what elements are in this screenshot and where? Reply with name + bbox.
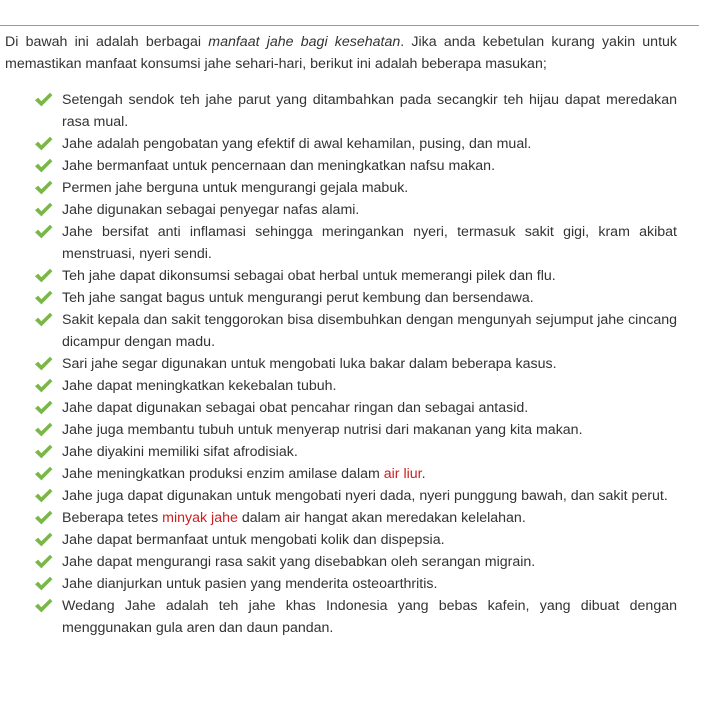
checkmark-icon (34, 224, 53, 239)
checkmark-icon (34, 158, 53, 173)
item-text: . (421, 466, 426, 482)
item-text: Permen jahe berguna untuk mengurangi gejala mabuk. (62, 180, 409, 196)
checkmark-icon (34, 356, 53, 371)
list-item (34, 397, 677, 419)
checkmark-icon (34, 180, 53, 195)
list-item (34, 485, 677, 507)
item-text: Jahe digunakan sebagai penyegar nafas alami. (62, 202, 360, 218)
list-item (34, 507, 677, 529)
inline-link[interactable]: air liur (383, 466, 422, 482)
list-item (34, 353, 677, 375)
item-text: Teh jahe sangat bagus untuk mengurangi perut kembung dan bersendawa. (62, 290, 534, 306)
item-text: Jahe bersifat anti inflamasi sehingga meringankan nyeri, termasuk sakit gigi, kram akibat menstruasi, nyeri sendi. (62, 224, 677, 262)
checkmark-icon (34, 378, 53, 393)
intro-text-end: . Jika anda kebetulan kurang yakin untuk memastikan manfaat konsumsi jahe sehari-hari, berikut ini adalah beberapa masukan; (5, 34, 677, 72)
list-item (34, 573, 677, 595)
list-item (34, 177, 677, 199)
list-item (34, 221, 677, 265)
checkmark-icon (34, 488, 53, 503)
inline-link[interactable]: minyak jahe (162, 510, 238, 526)
item-text: Beberapa tetes (62, 510, 163, 526)
checkmark-icon (34, 268, 53, 283)
list-item (34, 419, 677, 441)
checkmark-icon (34, 136, 53, 151)
intro-paragraph (5, 31, 677, 75)
checkmark-icon (34, 510, 53, 525)
list-item (34, 529, 677, 551)
list-item (34, 287, 677, 309)
item-text: dalam air hangat akan meredakan kelelahan. (237, 510, 526, 526)
item-text: Sari jahe segar digunakan untuk mengobati luka bakar dalam beberapa kasus. (62, 356, 557, 372)
intro-emphasis: manfaat jahe bagi kesehatan (208, 34, 401, 50)
intro-text-start: Di bawah ini adalah berbagai (5, 34, 209, 50)
item-text: Teh jahe dapat dikonsumsi sebagai obat herbal untuk memerangi pilek dan flu. (62, 268, 556, 284)
item-text: Setengah sendok teh jahe parut yang ditambahkan pada secangkir teh hijau dapat meredakan rasa mual. (62, 92, 677, 130)
checkmark-icon (34, 400, 53, 415)
top-divider (0, 25, 699, 26)
item-text: Jahe juga dapat digunakan untuk mengobati nyeri dada, nyeri punggung bawah, dan sakit perut. (62, 488, 668, 504)
list-item (34, 199, 677, 221)
list-item (34, 309, 677, 353)
checkmark-icon (34, 422, 53, 437)
checkmark-icon (34, 202, 53, 217)
item-text: Jahe dapat mengurangi rasa sakit yang disebabkan oleh serangan migrain. (62, 554, 536, 570)
list-item (34, 441, 677, 463)
checkmark-icon (34, 598, 53, 613)
checkmark-icon (34, 532, 53, 547)
list-item (34, 463, 677, 485)
checkmark-icon (34, 554, 53, 569)
checkmark-icon (34, 312, 53, 327)
list-item (34, 551, 677, 573)
list-item (34, 375, 677, 397)
item-text: Jahe diyakini memiliki sifat afrodisiak. (62, 444, 298, 460)
item-text: Sakit kepala dan sakit tenggorokan bisa disembuhkan dengan mengunyah sejumput jahe cincang dicampur dengan madu. (62, 312, 677, 350)
list-item (34, 89, 677, 133)
checkmark-icon (34, 576, 53, 591)
item-text: Jahe adalah pengobatan yang efektif di awal kehamilan, pusing, dan mual. (62, 136, 532, 152)
item-text: Jahe dapat bermanfaat untuk mengobati kolik dan dispepsia. (62, 532, 445, 548)
list-item (34, 155, 677, 177)
item-text: Jahe dapat digunakan sebagai obat pencahar ringan dan sebagai antasid. (62, 400, 529, 416)
item-text: Jahe bermanfaat untuk pencernaan dan meningkatkan nafsu makan. (62, 158, 496, 174)
checkmark-icon (34, 466, 53, 481)
list-item (34, 265, 677, 287)
item-text: Jahe juga membantu tubuh untuk menyerap nutrisi dari makanan yang kita makan. (62, 422, 583, 438)
benefits-list (34, 89, 677, 639)
item-text: Wedang Jahe adalah teh jahe khas Indonesia yang bebas kafein, yang dibuat dengan menggunakan gula aren dan daun pandan. (62, 598, 677, 636)
item-text: Jahe dianjurkan untuk pasien yang menderita osteoarthritis. (62, 576, 438, 592)
checkmark-icon (34, 290, 53, 305)
checkmark-icon (34, 444, 53, 459)
list-item (34, 133, 677, 155)
list-item (34, 595, 677, 639)
item-text: Jahe meningkatkan produksi enzim amilase dalam (62, 466, 384, 482)
checkmark-icon (34, 92, 53, 107)
item-text: Jahe dapat meningkatkan kekebalan tubuh. (62, 378, 337, 394)
